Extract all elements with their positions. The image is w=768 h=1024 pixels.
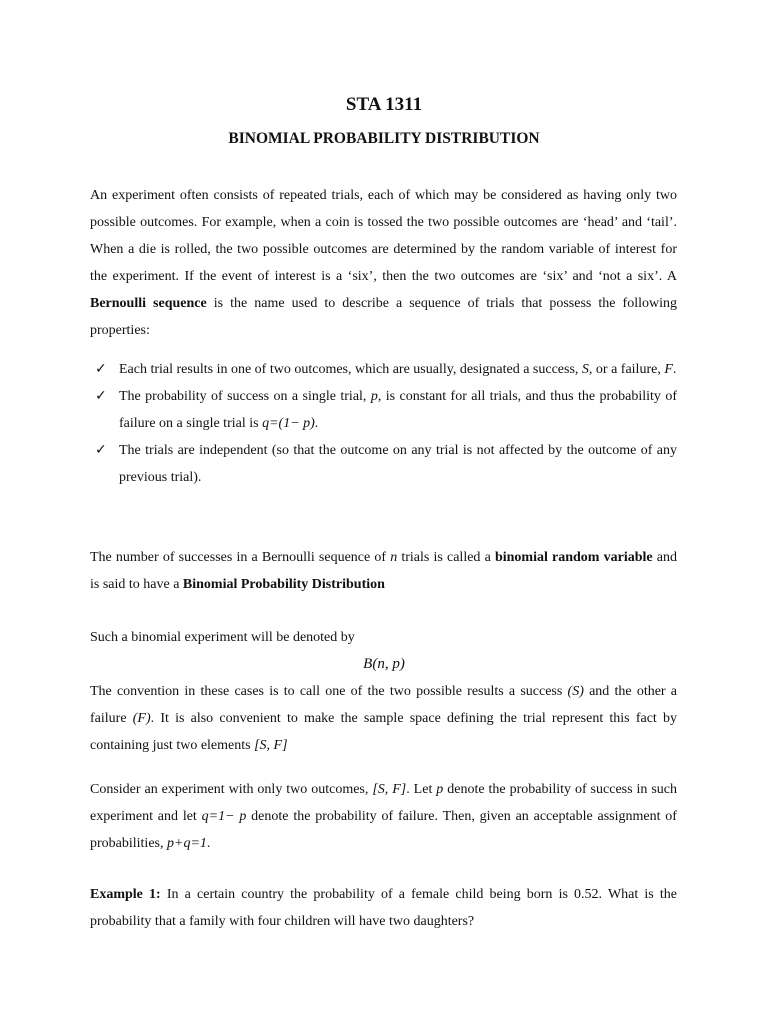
convention-paragraph <box>90 678 677 759</box>
consider-text-1: Consider an experiment with only two outcomes, <box>90 782 373 797</box>
property-3-text: The trials are independent (so that the outcome on any trial is not affected by the outcome of any previous trial). <box>119 443 677 485</box>
outcomes-set: [S, F] <box>372 782 407 797</box>
convention-text-2: and the other a failure <box>90 684 677 726</box>
symbol-n: n <box>390 550 398 565</box>
intro-paragraph <box>90 182 677 344</box>
bernoulli-sequence-term: Bernoulli sequence <box>90 296 207 311</box>
symbol-s: S <box>581 362 589 377</box>
property-2-text-1: The probability of success on a single trial, <box>119 389 371 404</box>
list-item <box>90 356 677 383</box>
definition-text-1: The number of successes in a Bernoulli sequence of <box>90 550 391 565</box>
checkmark-icon: ✓ <box>95 388 107 404</box>
sample-space-set: [S, F] <box>254 738 288 753</box>
consider-text-5: . <box>206 836 211 851</box>
binomial-notation-formula <box>0 651 768 678</box>
property-1-text-3: . <box>672 362 677 377</box>
list-item <box>90 383 677 437</box>
definition-text-3: and is said to have a <box>90 550 677 592</box>
example-1-text: In a certain country the probability of a female child being born is 0.52. What is the probability that a family with four children will have two daughters? <box>90 887 677 929</box>
probability-sum-formula: p+q=1 <box>167 836 207 851</box>
intro-text-2: is the name used to describe a sequence of trials that possess the following properties: <box>90 296 678 338</box>
convention-text-3: . It is also convenient to make the sample space defining the trial represent this fact by containing just two elements <box>90 711 678 753</box>
page-title: STA 1311 <box>345 94 423 115</box>
notation-intro: Such a binomial experiment will be denoted by <box>90 630 355 645</box>
consider-text-2: . Let <box>406 782 437 797</box>
symbol-p: p <box>370 389 378 404</box>
property-2-text-3: . <box>314 416 319 431</box>
consider-paragraph <box>90 776 677 857</box>
binomial-random-variable-term: binomial random variable <box>494 550 653 565</box>
consider-text-4: denote the probability of failure. Then, given an acceptable assignment of probabilities, <box>90 809 677 851</box>
binomial-distribution-term: Binomial Probability Distribution <box>182 577 385 592</box>
consider-text-3: denote the probability of success in such experiment and let <box>90 782 677 824</box>
example-1-paragraph <box>90 881 677 935</box>
failure-probability-formula: q=(1− p) <box>262 416 315 431</box>
convention-text-1: The convention in these cases is to call one of the two possible results a success <box>90 684 568 699</box>
success-symbol: (S) <box>567 684 584 699</box>
definition-text-2: trials is called a <box>397 550 495 565</box>
property-1-text-1: Each trial results in one of two outcomes, which are usually, designated a success, <box>119 362 582 377</box>
example-1-label: Example 1: <box>90 887 161 902</box>
property-2-text-2: , is constant for all trials, and thus the probability of failure on a single trial is <box>119 389 677 431</box>
definition-paragraph <box>90 544 677 598</box>
page-subtitle: BINOMIAL PROBABILITY DISTRIBUTION <box>228 130 540 147</box>
symbol-f: F <box>664 362 673 377</box>
checkmark-icon: ✓ <box>95 361 107 377</box>
checkmark-icon: ✓ <box>95 442 107 458</box>
list-item <box>90 437 677 491</box>
intro-text-1: An experiment often consists of repeated trials, each of which may be considered as having only two possible outcomes. For example, when a coin is tossed the two possible outcomes are ‘head’ and ‘tail’. When a die is rolled, the two possible outcomes are determined by the random variable of interest for the experiment. If the event of interest is a ‘six’, then the two outcomes are ‘six’ and ‘not a six’. A <box>90 188 677 284</box>
binomial-formula-text: B(n, p) <box>363 656 405 672</box>
symbol-p: p <box>436 782 444 797</box>
failure-probability-formula: q=1− p <box>201 809 247 824</box>
property-1-text-2: , or a failure, <box>588 362 665 377</box>
properties-list <box>90 356 677 491</box>
failure-symbol: (F) <box>132 711 151 726</box>
